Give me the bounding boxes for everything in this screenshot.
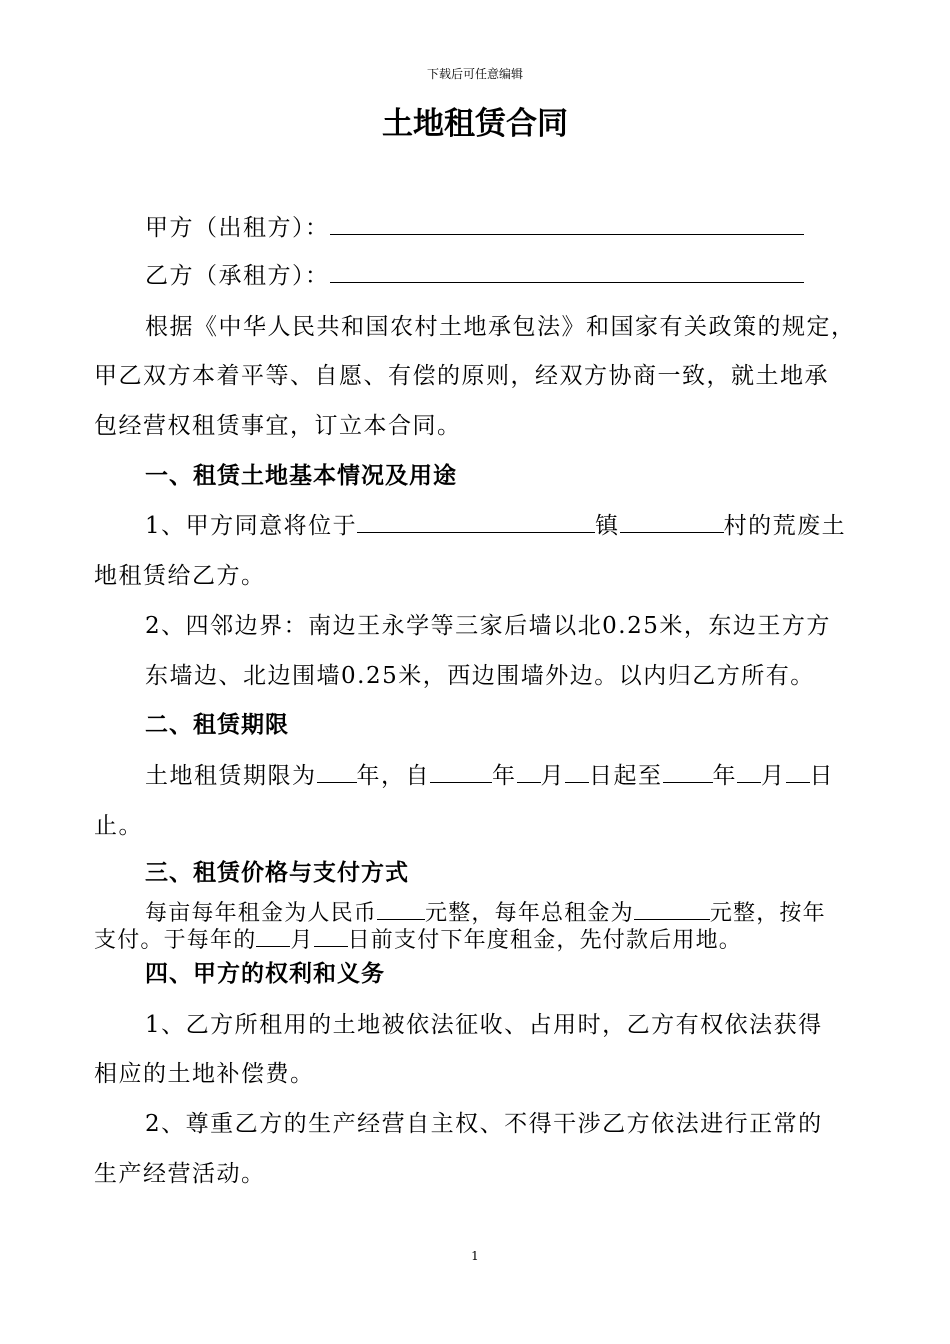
payment-month-blank <box>256 924 290 947</box>
rent-per-mu-blank <box>377 897 425 920</box>
section-1-item-2-line-1: 2、四邻边界：南边王永学等三家后墙以北0.25米，东边王方方 <box>145 613 831 639</box>
village-suffix: 村的荒废土 <box>723 513 847 539</box>
end-day-blank <box>786 760 810 783</box>
document-title: 土地租赁合同 <box>382 106 568 142</box>
header-note: 下载后可任意编辑 <box>426 67 523 81</box>
payment-month-label: 月 <box>290 928 314 953</box>
start-month-blank <box>517 760 541 783</box>
village-blank <box>620 510 724 533</box>
page-number: 1 <box>471 1249 479 1263</box>
term-prefix: 土地租赁期限为 <box>145 763 317 789</box>
section-4-heading: 四、甲方的权利和义务 <box>145 961 385 987</box>
town-suffix: 镇 <box>595 513 620 539</box>
lease-term-line-2: 止。 <box>94 813 143 839</box>
rent-per-mu-prefix: 每亩每年租金为人民币 <box>145 901 378 926</box>
section-3-heading: 三、租赁价格与支付方式 <box>145 860 409 886</box>
payment-date-prefix: 支付。于每年的 <box>94 928 257 953</box>
end-month-label: 月 <box>761 763 786 789</box>
end-month-blank <box>737 760 761 783</box>
location-prefix: 1、甲方同意将位于 <box>145 513 358 539</box>
end-year-label: 年 <box>712 763 737 789</box>
town-blank <box>357 510 595 533</box>
section-4-item-2-line-2: 生产经营活动。 <box>94 1161 266 1187</box>
start-year-blank <box>430 760 492 783</box>
term-year-unit: 年，自 <box>356 763 430 789</box>
section-1-heading: 一、租赁土地基本情况及用途 <box>145 463 457 489</box>
payment-line-2 <box>94 924 742 955</box>
section-2-heading: 二、租赁期限 <box>145 712 289 738</box>
end-year-blank <box>663 760 713 783</box>
start-day-blank <box>565 760 589 783</box>
party-a-blank <box>330 212 804 235</box>
preamble-line-3: 包经营权租赁事宜，订立本合同。 <box>94 413 462 439</box>
payment-line-1-suffix: 元整，按年 <box>709 901 826 926</box>
preamble-line-2: 甲乙双方本着平等、自愿、有偿的原则，经双方协商一致，就土地承 <box>94 363 829 389</box>
section-1-item-2-line-2: 东墙边、北边围墙0.25米，西边围墙外边。以内归乙方所有。 <box>145 663 815 689</box>
section-1-item-1-line-2: 地租赁给乙方。 <box>94 563 266 589</box>
start-day-label: 日起至 <box>589 763 663 789</box>
total-rent-blank <box>634 897 710 920</box>
party-b-label: 乙方（承租方）： <box>145 263 330 289</box>
payment-date-suffix: 日前支付下年度租金，先付款后用地。 <box>347 928 743 953</box>
section-1-item-1-line-1 <box>145 510 846 542</box>
end-day-label: 日 <box>809 763 834 789</box>
payment-day-blank <box>314 924 348 947</box>
party-a-label: 甲方（出租方）： <box>145 215 330 241</box>
start-month-label: 月 <box>540 763 565 789</box>
party-a-line <box>145 212 804 244</box>
section-4-item-1-line-1: 1、乙方所租用的土地被依法征收、占用时，乙方有权依法获得 <box>145 1012 823 1038</box>
term-years-blank <box>317 760 357 783</box>
section-4-item-1-line-2: 相应的土地补偿费。 <box>94 1061 315 1087</box>
total-rent-mid: 元整，每年总租金为 <box>425 901 634 926</box>
preamble-line-1: 根据《中华人民共和国农村土地承包法》和国家有关政策的规定， <box>145 314 856 340</box>
party-b-blank <box>330 260 804 283</box>
section-4-item-2-line-1: 2、尊重乙方的生产经营自主权、不得干涉乙方依法进行正常的 <box>145 1111 823 1137</box>
lease-term-line-1 <box>145 760 834 792</box>
start-year-label: 年 <box>492 763 517 789</box>
party-b-line <box>145 260 804 292</box>
